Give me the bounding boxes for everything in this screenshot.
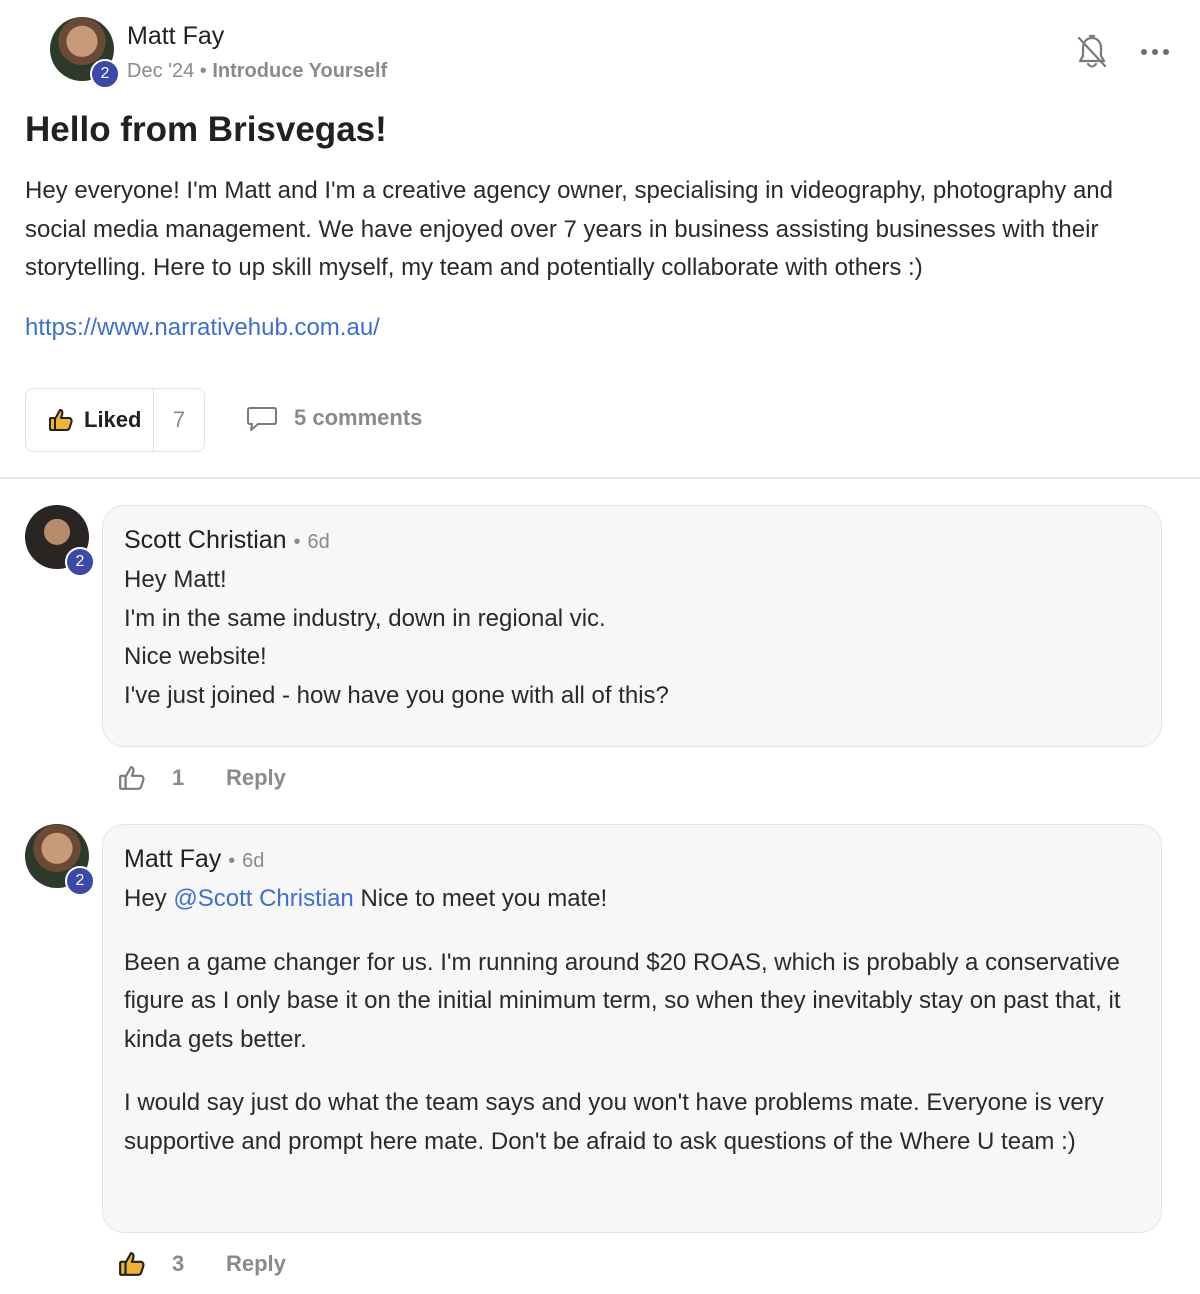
- post-title: Hello from Brisvegas!: [25, 110, 387, 149]
- comment-bubble: [102, 824, 1162, 1233]
- comment-greeting: [124, 880, 1140, 919]
- thumbs-up-icon[interactable]: [118, 1250, 146, 1278]
- post: [0, 0, 1200, 432]
- comment-paragraph: Been a game changer for us. I'm running around $20 ROAS, which is probably a conservative figure as I only base it on the initial minimum term, so when they inevitably stay on past that, it kinda gets better.: [124, 948, 1121, 1053]
- comment-bubble-icon: [246, 404, 278, 432]
- author-name[interactable]: Matt Fay: [127, 22, 225, 50]
- post-category[interactable]: Introduce Yourself: [212, 60, 388, 82]
- level-badge: 2: [90, 59, 120, 89]
- comment-header: [124, 526, 1140, 555]
- comment-avatar[interactable]: [25, 824, 89, 888]
- comment-separator: •: [228, 850, 236, 872]
- comment-author[interactable]: Matt Fay: [124, 845, 222, 873]
- comment-header: [124, 845, 1140, 874]
- like-box: [25, 388, 205, 452]
- thumbs-up-icon: [48, 407, 74, 433]
- bell-off-icon[interactable]: [1077, 34, 1107, 70]
- comment-line: Hey Matt!: [124, 566, 227, 593]
- level-badge: 2: [65, 547, 95, 577]
- comment-paragraph: I would say just do what the team says and you won't have problems mate. Everyone is very supportive and prompt here mate. Don't be afraid to ask questions of the Where U team :): [124, 1089, 1104, 1155]
- post-date: Dec '24: [127, 60, 195, 82]
- comments-count-label: 5 comments: [294, 405, 423, 430]
- meta-separator: •: [199, 60, 207, 82]
- comment-time: 6d: [307, 531, 330, 553]
- comment-actions: [118, 1250, 286, 1278]
- comment-avatar[interactable]: [25, 505, 89, 569]
- comment-like-count: 3: [172, 1251, 185, 1276]
- comment-line: Nice website!: [124, 643, 267, 670]
- comment-actions: [118, 764, 286, 792]
- more-dots-icon[interactable]: [1139, 38, 1171, 66]
- comments-button[interactable]: [246, 404, 422, 432]
- level-badge: 2: [65, 866, 95, 896]
- comment-author[interactable]: Scott Christian: [124, 526, 287, 554]
- comment-time: 6d: [242, 850, 265, 872]
- like-button[interactable]: [26, 389, 154, 451]
- post-header: [25, 0, 1175, 100]
- avatar[interactable]: [50, 17, 114, 81]
- greeting-prefix: Hey: [124, 885, 167, 912]
- mention-link[interactable]: @Scott Christian: [173, 885, 354, 912]
- reply-button[interactable]: Reply: [226, 1251, 286, 1276]
- post-meta: [127, 60, 387, 83]
- divider: [0, 477, 1200, 479]
- comment-separator: •: [293, 531, 301, 553]
- post-link[interactable]: https://www.narrativehub.com.au/: [25, 314, 380, 341]
- comment-bubble: [102, 505, 1162, 747]
- comment-like-count: 1: [172, 765, 185, 790]
- post-body: Hey everyone! I'm Matt and I'm a creative agency owner, specialising in videography, photography and social media management. We have enjoyed over 7 years in business assisting businesses with their storytelling. Here to up skill myself, my team and potentially collaborate with others :): [25, 177, 1113, 281]
- like-label: Liked: [84, 407, 142, 432]
- like-count[interactable]: 7: [172, 407, 186, 432]
- comment-line: I'm in the same industry, down in regional vic.: [124, 604, 606, 632]
- thumbs-up-icon[interactable]: [118, 764, 146, 792]
- greeting-suffix: Nice to meet you mate!: [360, 885, 608, 912]
- comment-line: I've just joined - how have you gone with all of this?: [124, 681, 669, 709]
- reply-button[interactable]: Reply: [226, 765, 286, 790]
